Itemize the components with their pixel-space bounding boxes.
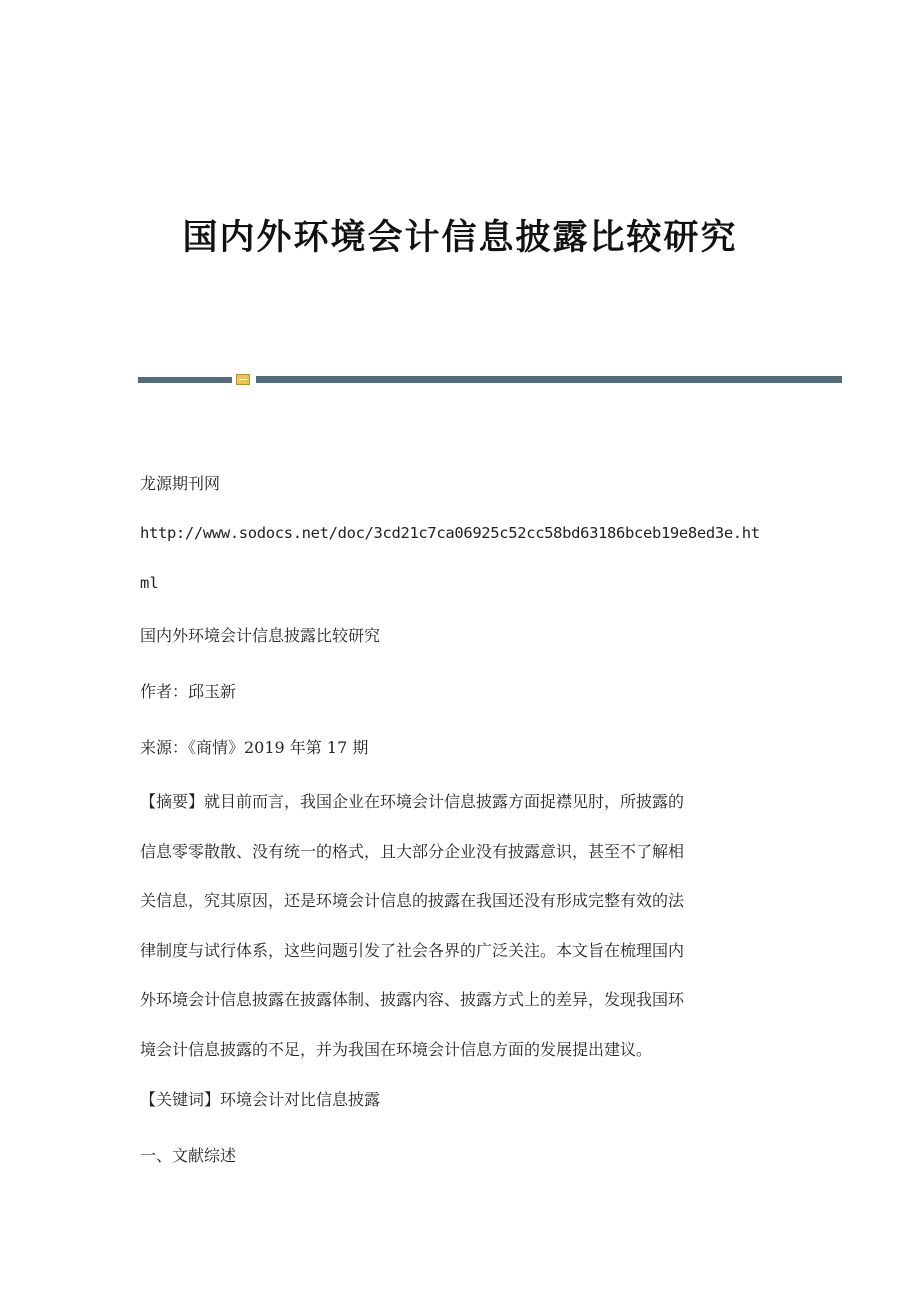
abstract-line: 关信息，究其原因，还是环境会计信息的披露在我国还没有形成完整有效的法 bbox=[140, 891, 685, 910]
divider-bar-left bbox=[138, 377, 232, 383]
document-title: 国内外环境会计信息披露比较研究 bbox=[182, 217, 738, 258]
source-line: 来源：《商情》2019 年第 17 期 bbox=[140, 738, 369, 757]
abstract-line: 境会计信息披露的不足，并为我国在环境会计信息方面的发展提出建议。 bbox=[140, 1039, 653, 1059]
url-line-2[interactable]: ml bbox=[140, 574, 159, 592]
source-site: 龙源期刊网 bbox=[140, 474, 221, 493]
abstract-line: 信息零零散散、没有统一的格式，且大部分企业没有披露意识，甚至不了解相 bbox=[140, 841, 685, 861]
url-line-1[interactable]: http://www.sodocs.net/doc/3cd21c7ca06925c52cc58bd63186bceb19e8ed3e.ht bbox=[140, 524, 760, 542]
author-line: 作者：邱玉新 bbox=[140, 682, 237, 701]
title-divider bbox=[138, 374, 842, 386]
divider-emblem-icon bbox=[236, 374, 250, 385]
divider-bar-right bbox=[256, 376, 842, 383]
document-subtitle: 国内外环境会计信息披露比较研究 bbox=[140, 626, 381, 645]
abstract-line: 【摘要】就目前而言，我国企业在环境会计信息披露方面捉襟见肘，所披露的 bbox=[140, 792, 685, 811]
section-heading-1: 一、文献综述 bbox=[140, 1146, 237, 1165]
abstract-line: 外环境会计信息披露在披露体制、披露内容、披露方式上的差异，发现我国环 bbox=[140, 990, 685, 1009]
abstract-paragraph bbox=[140, 777, 780, 1074]
keywords-line: 【关键词】环境会计对比信息披露 bbox=[140, 1090, 381, 1109]
abstract-line: 律制度与试行体系，这些问题引发了社会各界的广泛关注。本文旨在梳理国内 bbox=[140, 940, 685, 960]
